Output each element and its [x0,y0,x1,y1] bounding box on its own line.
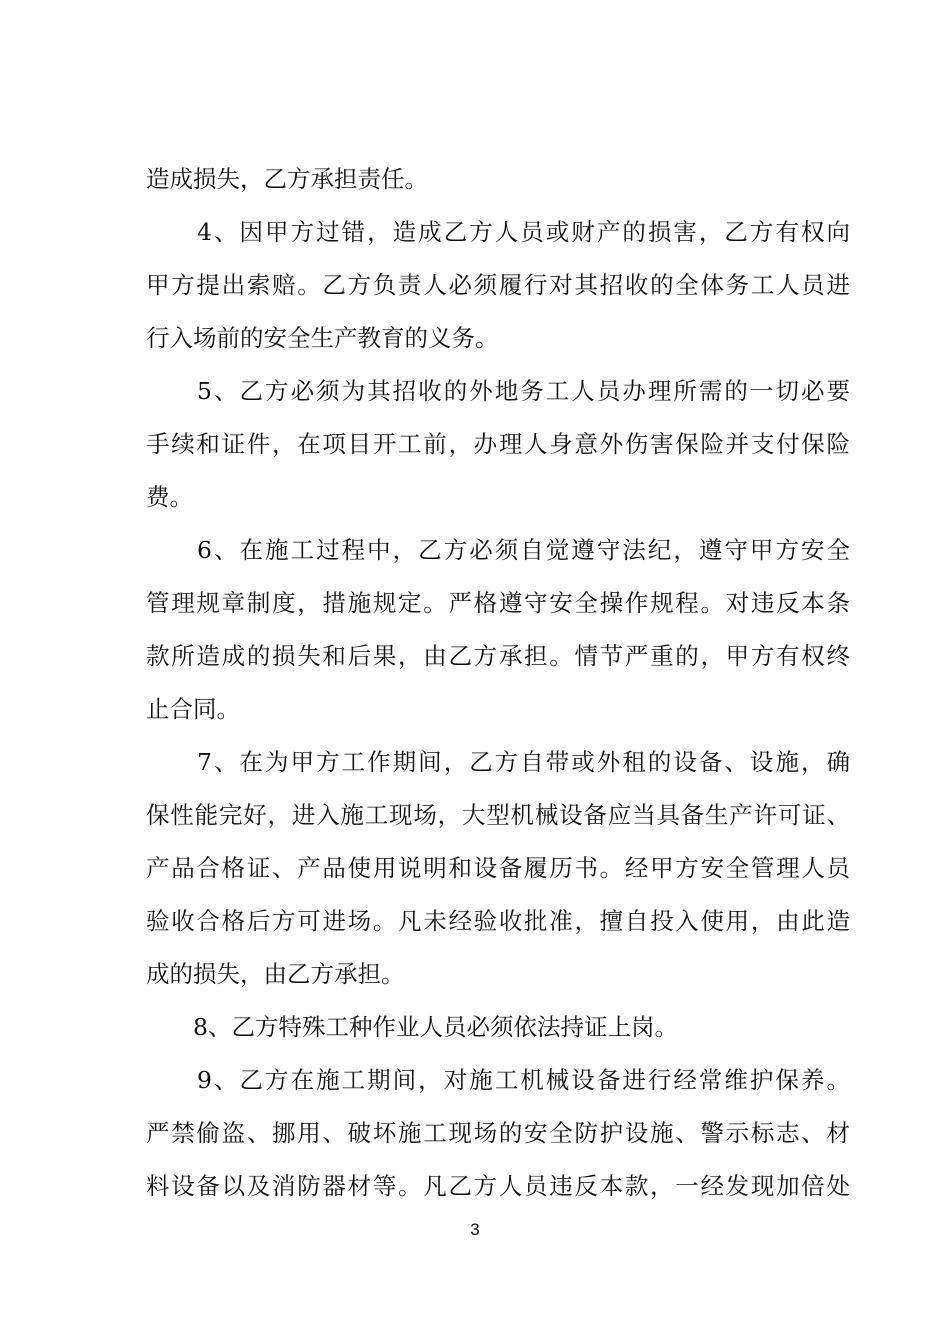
text-line: 8、乙方特殊工种作业人员必须依法持证上岗。 [146,1013,678,1041]
text-line: 7、在为甲方工作期间，乙方自带或外租的设备、设施，确 [146,748,850,776]
text-line: 行入场前的安全生产教育的义务。 [146,324,499,352]
text-line: 止合同。 [146,695,240,723]
text-line: 验收合格后方可进场。凡未经验收批准，擅自投入使用，由此造 [146,907,850,935]
text-line: 甲方提出索赔。乙方负责人必须履行对其招收的全体务工人员进 [146,271,850,299]
text-line: 手续和证件，在项目开工前，办理人身意外伤害保险并支付保险 [146,430,850,458]
text-line: 5、乙方必须为其招收的外地务工人员办理所需的一切必要 [146,377,850,405]
text-line: 管理规章制度，措施规定。严格遵守安全操作规程。对违反本条 [146,589,850,617]
text-line: 严禁偷盗、挪用、破坏施工现场的安全防护设施、警示标志、材 [146,1119,850,1147]
text-line: 6、在施工过程中，乙方必须自觉遵守法纪，遵守甲方安全 [146,536,850,564]
text-line: 产品合格证、产品使用说明和设备履历书。经甲方安全管理人员 [146,854,850,882]
text-line: 费。 [146,483,193,511]
page-number: 3 [470,1220,480,1239]
text-line: 4、因甲方过错，造成乙方人员或财产的损害，乙方有权向 [146,218,850,246]
text-line: 料设备以及消防器材等。凡乙方人员违反本款，一经发现加倍处 [146,1172,850,1200]
text-line: 成的损失，由乙方承担。 [146,960,405,988]
text-line: 9、乙方在施工期间，对施工机械设备进行经常维护保养。 [146,1066,850,1094]
text-line: 保性能完好，进入施工现场，大型机械设备应当具备生产许可证、 [146,801,850,829]
text-line: 款所造成的损失和后果，由乙方承担。情节严重的，甲方有权终 [146,642,850,670]
text-line: 造成损失，乙方承担责任。 [146,165,428,193]
